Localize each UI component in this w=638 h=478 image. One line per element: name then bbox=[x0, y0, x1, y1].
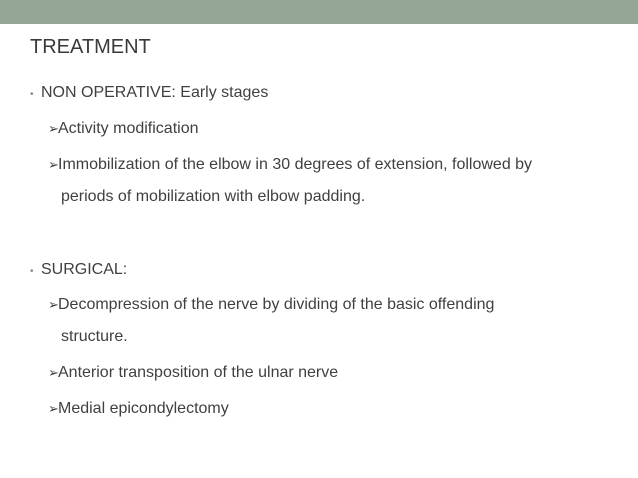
list-item-text: Medial epicondylectomy bbox=[58, 400, 229, 417]
header-accent-bar bbox=[0, 0, 638, 24]
list-item bbox=[48, 295, 494, 315]
list-item-text: Activity modification bbox=[58, 120, 199, 137]
list-item-text: Anterior transposition of the ulnar nerve bbox=[58, 364, 339, 381]
list-item-text: Decompression of the nerve by dividing of the basic offending bbox=[58, 296, 495, 313]
arrow-bullet-icon: ➢ bbox=[48, 157, 59, 172]
section-heading-surgical: SURGICAL: bbox=[41, 261, 128, 278]
list-item-continuation: periods of mobilization with elbow padding. bbox=[61, 188, 366, 205]
arrow-bullet-icon: ➢ bbox=[48, 297, 59, 312]
list-item bbox=[48, 363, 338, 383]
bullet-icon: • bbox=[30, 266, 34, 277]
bullet-icon: • bbox=[30, 89, 34, 100]
list-item bbox=[48, 119, 199, 139]
list-item-text: Immobilization of the elbow in 30 degrees of extension, followed by bbox=[58, 156, 533, 173]
slide-title: TREATMENT bbox=[30, 36, 151, 58]
section-heading-non-operative: NON OPERATIVE: Early stages bbox=[41, 84, 269, 101]
arrow-bullet-icon: ➢ bbox=[48, 365, 59, 380]
list-item bbox=[48, 399, 229, 419]
list-item bbox=[48, 155, 532, 175]
list-item-continuation: structure. bbox=[61, 328, 128, 345]
arrow-bullet-icon: ➢ bbox=[48, 121, 59, 136]
arrow-bullet-icon: ➢ bbox=[48, 401, 59, 416]
